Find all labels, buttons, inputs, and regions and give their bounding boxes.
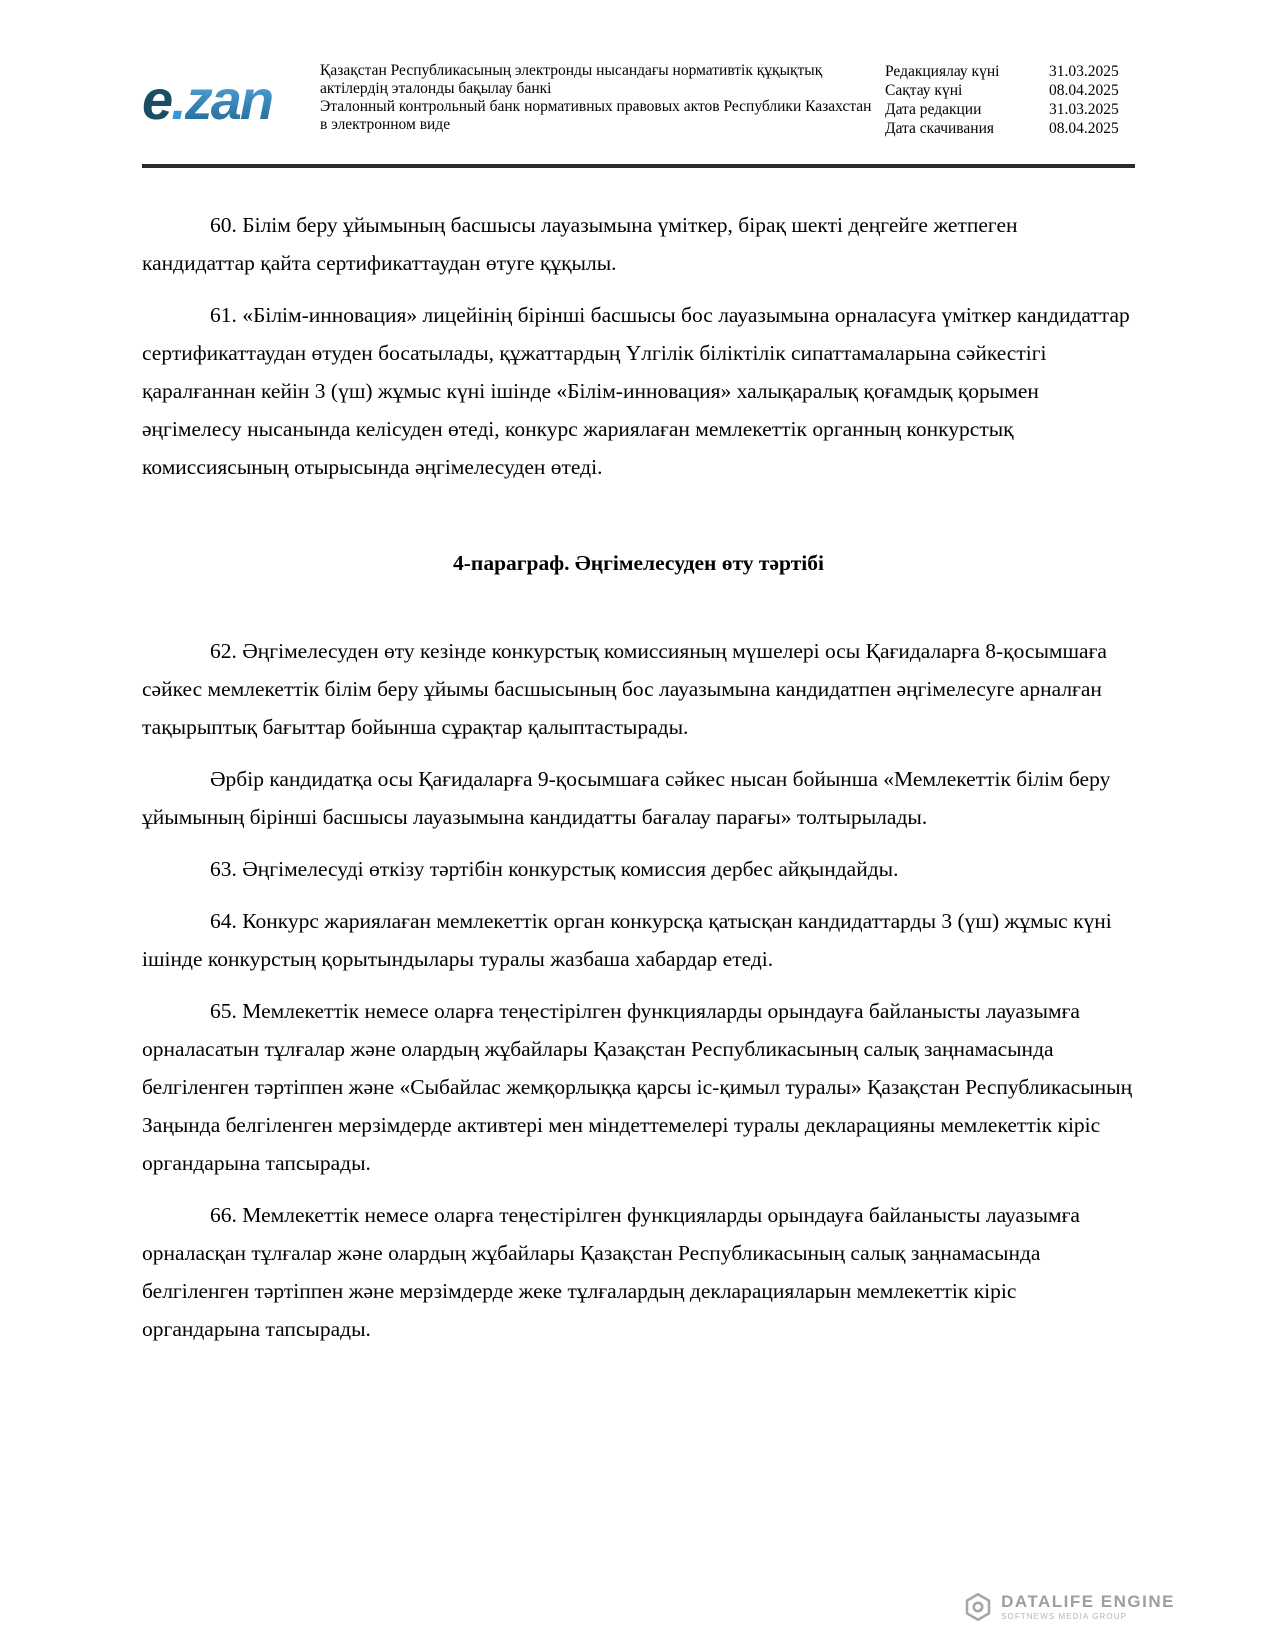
paragraph-66: 66. Мемлекеттік немесе оларға теңестірілген функцияларды орындауға байланысты лауазымға орналасқан тұлғалар және олардың жұбайлары Қазақстан Республикасының салық заңнамасында белгіленген тәртіппен және мерзімдерде жеке тұлғалардың декларацияларын мемлекеттік кіріс органдарына тапсырады. — [142, 1203, 1080, 1341]
date-label: Редакциялау күні — [885, 63, 1000, 80]
section-heading: 4-параграф. Әңгімелесуден өту тәртібі — [453, 551, 824, 575]
watermark-subtitle: SOFTNEWS MEDIA GROUP — [1001, 1612, 1128, 1621]
header-divider — [142, 164, 1135, 168]
dates-table — [885, 58, 1135, 138]
bank-title-russian: Эталонный контрольный банк нормативных правовых актов Республики Казахстан в электронном виде — [320, 98, 872, 133]
datalife-engine-watermark — [963, 1592, 1175, 1622]
logo-letter-e: e — [142, 68, 172, 131]
ezan-logo — [142, 58, 320, 131]
logo-word-zan: zan — [184, 68, 273, 131]
date-label: Сақтау күні — [885, 82, 963, 99]
paragraph-63: 63. Әңгімелесуді өткізу тәртібін конкурстық комиссия дербес айқындайды. — [210, 857, 899, 881]
paragraph-60: 60. Білім беру ұйымының басшысы лауазымына үміткер, бірақ шекті деңгейге жетпеген кандидаттар қайта сертификаттаудан өтуге құқылы. — [142, 213, 1018, 275]
watermark-text — [1001, 1593, 1175, 1621]
date-row — [885, 81, 1135, 100]
document-body — [142, 206, 1135, 1348]
date-label: Дата скачивания — [885, 120, 995, 137]
watermark-title: DATALIFE ENGINE — [1001, 1592, 1175, 1611]
logo-dot: . — [171, 68, 185, 131]
datalife-engine-icon — [963, 1592, 993, 1622]
paragraph-62: 62. Әңгімелесуден өту кезінде конкурстық комиссияның мүшелері осы Қағидаларға 8-қосымшаға сәйкес мемлекеттік білім беру ұйымы басшысының бос лауазымына кандидатпен әңгімелесуге арналған тақырыптық бағыттар бойынша сұрақтар қалыптастырады. — [142, 639, 1107, 739]
date-row — [885, 62, 1135, 81]
date-value: 31.03.2025 — [1049, 101, 1119, 118]
paragraph-62-cont: Әрбір кандидатқа осы Қағидаларға 9-қосымшаға сәйкес нысан бойынша «Мемлекеттік білім беру ұйымының бірінші басшысы лауазымына кандидатты бағалау парағы» толтырылады. — [142, 767, 1111, 829]
date-row — [885, 100, 1135, 119]
date-value: 08.04.2025 — [1049, 120, 1119, 137]
paragraph-61: 61. «Білім-инновация» лицейінің бірінші басшысы бос лауазымына орналасуға үміткер кандидаттар сертификаттаудан өтуден босатылады, құжаттардың Үлгілік біліктілік сипаттамаларына сәйкестігі қаралғаннан кейін 3 (үш) жұмыс күні ішінде «Білім-инновация» халықаралық қоғамдық қорымен әңгімелесу нысанында келісуден өтеді, конкурс жариялаған мемлекеттік органның конкурстық комиссиясының отырысында әңгімелесуден өтеді. — [142, 303, 1130, 479]
bank-title-kazakh: Қазақстан Республикасының электронды нысандағы нормативтік құқықтық актілердің эталонды бақылау банкі — [320, 62, 823, 97]
paragraph-64: 64. Конкурс жариялаған мемлекеттік орган конкурсқа қатысқан кандидаттарды 3 (үш) жұмыс күні ішінде конкурстың қорытындылары туралы жазбаша хабардар етеді. — [142, 909, 1112, 971]
paragraph-65: 65. Мемлекеттік немесе оларға теңестірілген функцияларды орындауға байланысты лауазымға орналасатын тұлғалар және олардың жұбайлары Қазақстан Республикасының салық заңнамасында белгіленген тәртіппен және «Сыбайлас жемқорлыққа қарсы іс-қимыл туралы» Қазақстан Республикасының Заңында белгіленген мерзімдерде активтері мен міндеттемелері туралы декларацияны мемлекеттік кіріс органдарына тапсырады. — [142, 999, 1133, 1175]
date-value: 31.03.2025 — [1049, 63, 1119, 80]
date-label: Дата редакции — [885, 101, 982, 118]
date-row — [885, 119, 1135, 138]
date-value: 08.04.2025 — [1049, 82, 1119, 99]
bank-description — [320, 58, 880, 134]
page-header — [142, 58, 1135, 138]
